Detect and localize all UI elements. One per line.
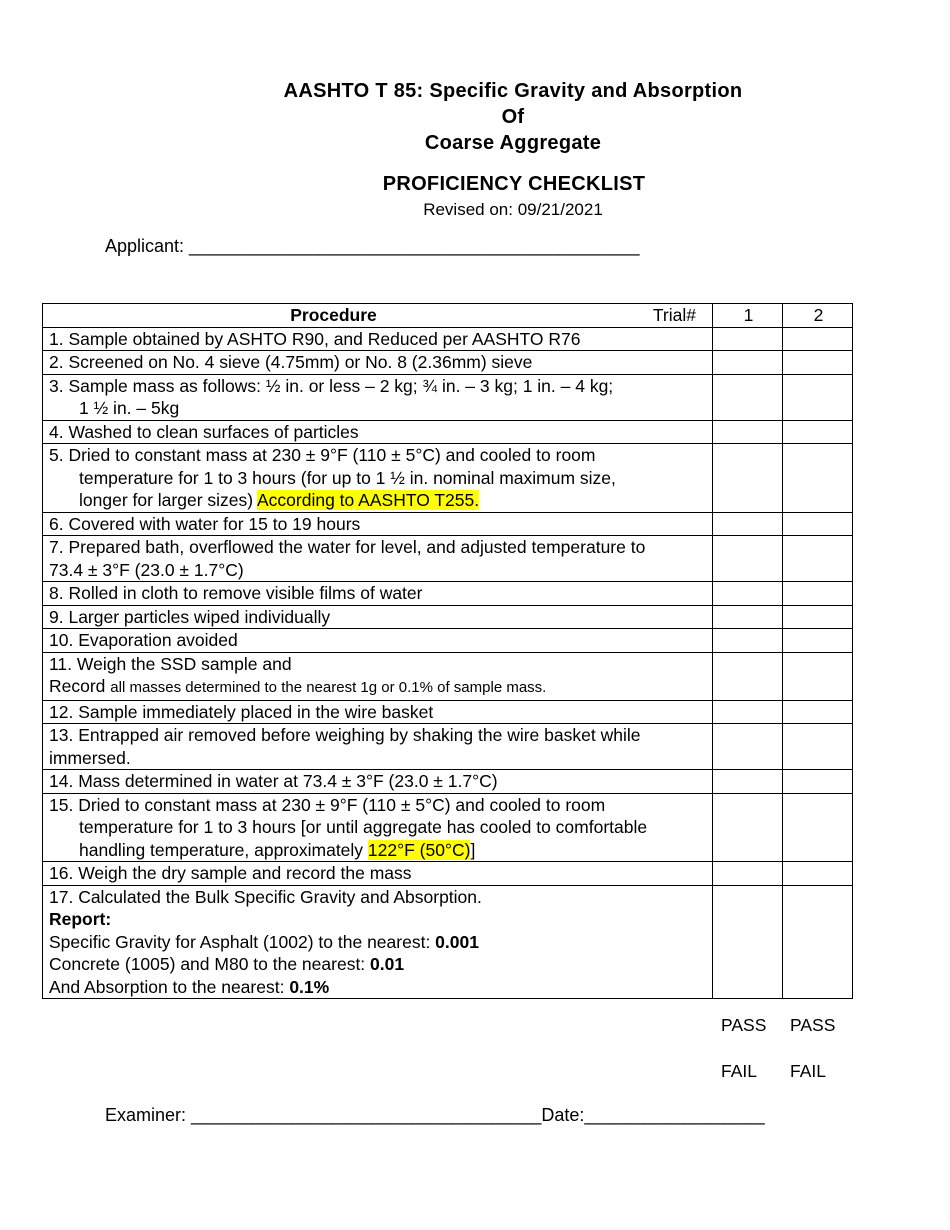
procedure-table [42,303,853,999]
trial-2-cell[interactable] [783,536,853,582]
applicant-field[interactable]: Applicant: _____________________________________________ [105,236,640,256]
trial-2-cell[interactable] [783,700,853,724]
trial-2-header: 2 [783,304,853,328]
step-11: 11. Weigh the SSD sample and Record all masses determined to the nearest 1g or 0.1% of sample mass. [43,652,713,700]
trial-1-cell[interactable] [713,444,783,513]
step-2: 2. Screened on No. 4 sieve (4.75mm) or No. 8 (2.36mm) sieve [43,351,713,375]
fail-option-1[interactable]: FAIL [721,1061,757,1081]
trial-2-cell[interactable] [783,862,853,886]
trial-1-cell[interactable] [713,629,783,653]
trial-1-header: 1 [713,304,783,328]
trial-1-cell[interactable] [713,770,783,794]
table-row [43,327,853,351]
table-row [43,351,853,375]
table-row [43,582,853,606]
trial-1-cell[interactable] [713,793,783,862]
trial-1-cell[interactable] [713,724,783,770]
step-10: 10. Evaporation avoided [43,629,713,653]
table-row [43,512,853,536]
table-header-row [43,304,853,328]
checklist-title: PROFICIENCY CHECKLIST [382,173,646,195]
step-3: 3. Sample mass as follows: ½ in. or less – 2 kg; ¾ in. – 3 kg; 1 in. – 4 kg; 1 ½ in. – 5kg [43,374,713,420]
step-17: 17. Calculated the Bulk Specific Gravity and Absorption. Report: Specific Gravity for Asphalt (1002) to the nearest: 0.001 Concrete (1005) and M80 to the nearest: 0.01 And Absorption to the nearest: 0.1% [43,885,713,999]
table-row [43,605,853,629]
trial-2-cell[interactable] [783,724,853,770]
trial-1-cell[interactable] [713,351,783,375]
highlight: According to AASHTO T255. [257,490,480,510]
trial-1-cell[interactable] [713,700,783,724]
table-row [43,374,853,420]
table-row [43,536,853,582]
trial-2-cell[interactable] [783,793,853,862]
step-12: 12. Sample immediately placed in the wire basket [43,700,713,724]
trial-header: Trial# [652,305,696,325]
trial-1-cell[interactable] [713,536,783,582]
table-row [43,629,853,653]
table-row [43,885,853,999]
trial-2-cell[interactable] [783,885,853,999]
trial-1-cell[interactable] [713,420,783,444]
table-row [43,862,853,886]
step-16: 16. Weigh the dry sample and record the mass [43,862,713,886]
trial-1-cell[interactable] [713,512,783,536]
step-8: 8. Rolled in cloth to remove visible films of water [43,582,713,606]
step-14: 14. Mass determined in water at 73.4 ± 3°F (23.0 ± 1.7°C) [43,770,713,794]
step-7: 7. Prepared bath, overflowed the water for level, and adjusted temperature to 73.4 ± 3°F (23.0 ± 1.7°C) [43,536,713,582]
trial-2-cell[interactable] [783,770,853,794]
trial-1-cell[interactable] [713,862,783,886]
trial-2-cell[interactable] [783,420,853,444]
step-1: 1. Sample obtained by ASHTO R90, and Reduced per AASHTO R76 [43,327,713,351]
highlight: 122°F (50°C) [367,839,471,860]
trial-2-cell[interactable] [783,374,853,420]
table-row [43,652,853,700]
document-title: AASHTO T 85: Specific Gravity and Absorption [283,80,743,102]
trial-1-cell[interactable] [713,327,783,351]
table-row [43,793,853,862]
trial-2-cell[interactable] [783,582,853,606]
trial-2-cell[interactable] [783,512,853,536]
trial-2-cell[interactable] [783,444,853,513]
step-6: 6. Covered with water for 15 to 19 hours [43,512,713,536]
table-row [43,444,853,513]
trial-2-cell[interactable] [783,327,853,351]
table-row [43,700,853,724]
trial-1-cell[interactable] [713,885,783,999]
examiner-date-line[interactable]: Examiner: ___________________________________Date:__________________ [105,1105,765,1125]
trial-1-cell[interactable] [713,652,783,700]
trial-2-cell[interactable] [783,629,853,653]
pass-option-2[interactable]: PASS [790,1015,836,1035]
step-15: 15. Dried to constant mass at 230 ± 9°F (110 ± 5°C) and cooled to room temperature for 1 to 3 hours [or until aggregate has cooled to comfortable handling temperature, approximately 122°F (50°C)] [43,793,713,862]
trial-1-cell[interactable] [713,374,783,420]
step-5: 5. Dried to constant mass at 230 ± 9°F (110 ± 5°C) and cooled to room temperature for 1 to 3 hours (for up to 1 ½ in. nominal maximum size, longer for larger sizes) According to AASHTO T255. [43,444,713,513]
document-subtitle: Coarse Aggregate [424,132,602,154]
step-13: 13. Entrapped air removed before weighing by shaking the wire basket while immersed. [43,724,713,770]
table-row [43,420,853,444]
trial-2-cell[interactable] [783,652,853,700]
table-row [43,770,853,794]
document-title-of: Of [501,106,525,128]
pass-option-1[interactable]: PASS [721,1015,767,1035]
trial-2-cell[interactable] [783,605,853,629]
step-9: 9. Larger particles wiped individually [43,605,713,629]
trial-1-cell[interactable] [713,582,783,606]
procedure-header: Procedure Trial# [43,304,713,328]
step-4: 4. Washed to clean surfaces of particles [43,420,713,444]
table-row [43,724,853,770]
trial-2-cell[interactable] [783,351,853,375]
revised-date: Revised on: 09/21/2021 [423,200,603,219]
trial-1-cell[interactable] [713,605,783,629]
fail-option-2[interactable]: FAIL [790,1061,826,1081]
